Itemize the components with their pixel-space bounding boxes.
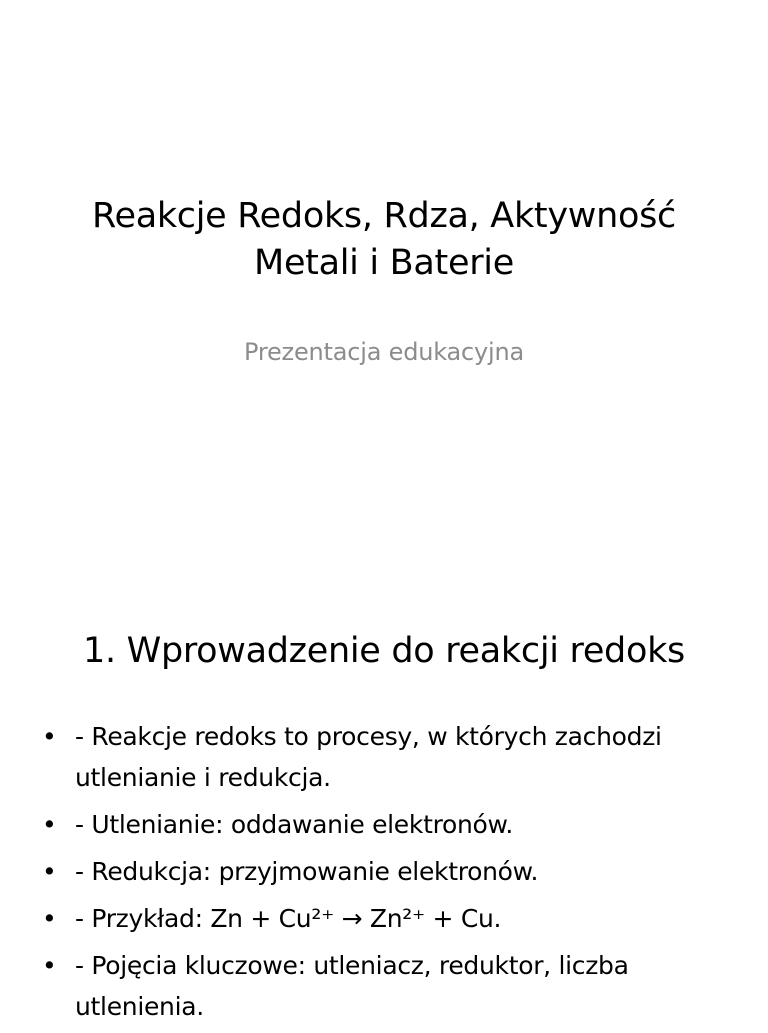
bullet-item	[42, 945, 732, 1027]
bullet-item	[42, 898, 732, 939]
bullet-text: - Przykład: Zn + Cu²⁺ → Zn²⁺ + Cu.	[75, 904, 502, 933]
bullet-item	[42, 804, 732, 845]
presentation-subtitle: Prezentacja edukacyjna	[243, 338, 525, 366]
bullet-text: - Reakcje redoks to procesy, w których zachodzi utlenianie i redukcja.	[75, 722, 662, 792]
title-line-1: Reakcje Redoks, Rdza, Aktywność	[92, 196, 676, 236]
bullet-text: - Utlenianie: oddawanie elektronów.	[75, 810, 514, 839]
bullet-item	[42, 851, 732, 892]
bullet-dot-icon: •	[42, 904, 57, 933]
bullet-list	[42, 716, 732, 1033]
bullet-dot-icon: •	[42, 810, 57, 839]
presentation-title	[40, 193, 728, 287]
section-title: 1. Wprowadzenie do reakcji redoks	[83, 631, 685, 671]
title-line-2: Metali i Baterie	[254, 243, 514, 283]
bullet-text: - Redukcja: przyjmowanie elektronów.	[75, 857, 539, 886]
bullet-text: - Pojęcia kluczowe: utleniacz, reduktor, liczba utlenienia.	[75, 951, 629, 1021]
bullet-dot-icon: •	[42, 722, 57, 751]
content-slide	[0, 576, 768, 1024]
bullet-dot-icon: •	[42, 951, 57, 980]
bullet-dot-icon: •	[42, 857, 57, 886]
bullet-item	[42, 716, 732, 798]
